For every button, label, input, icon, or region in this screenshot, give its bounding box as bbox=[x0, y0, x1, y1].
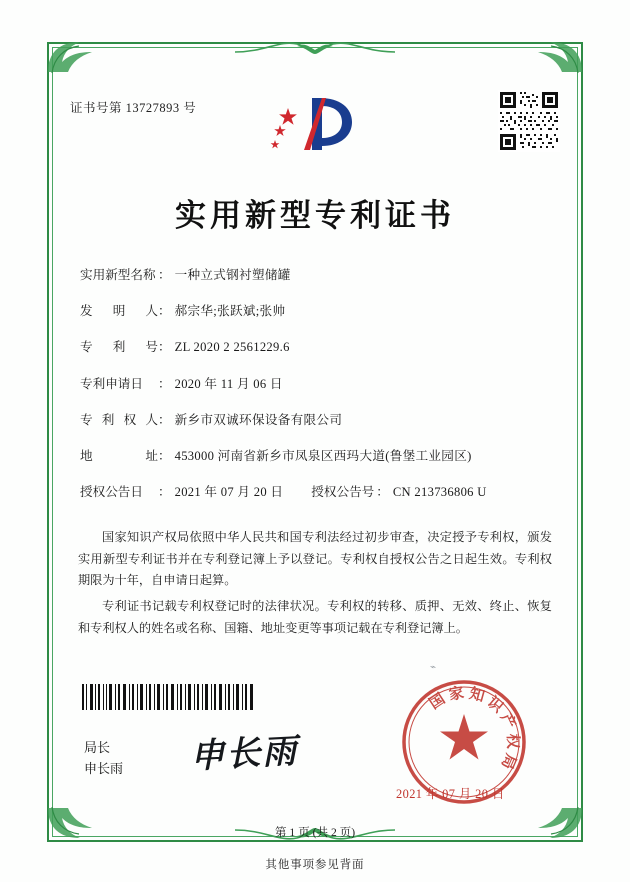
field-colon: ： bbox=[158, 268, 171, 282]
field-row-patentee bbox=[80, 413, 550, 429]
paragraph-record: 专利证书记载专利权登记时的法律状况。专利权的转移、质押、无效、终止、恢复和专利权人的姓名或名称、国籍、地址变更等事项记载在专利登记簿上。 bbox=[78, 599, 552, 635]
field-value: 新乡市双诚环保设备有限公司 bbox=[174, 412, 343, 427]
cnipa-logo-icon bbox=[260, 88, 370, 156]
field-colon: ： bbox=[158, 304, 171, 319]
legal-text-block bbox=[78, 527, 552, 644]
field-label: 地址 bbox=[80, 449, 158, 464]
signature-block bbox=[84, 737, 123, 780]
field-label: 授权公告日 bbox=[80, 485, 143, 500]
page-indicator: 第 1 页 (共 2 页) bbox=[274, 826, 356, 839]
field-colon: ： bbox=[376, 485, 389, 500]
field-colon: ： bbox=[158, 376, 171, 391]
handwritten-signature: 申长雨 bbox=[189, 733, 300, 776]
seal-date: 2021 年 07 月 20 日 bbox=[396, 787, 505, 801]
footer-note: 其他事项参见背面 bbox=[265, 859, 365, 871]
certificate-number: 证书号第 13727893 号 bbox=[70, 101, 197, 115]
field-colon: ： bbox=[158, 340, 171, 355]
field-value: 2021 年 07 月 20 日 bbox=[174, 485, 284, 500]
field-row-address bbox=[80, 449, 550, 465]
paragraph-grant: 国家知识产权局依照中华人民共和国专利法经过初步审查，决定授予专利权，颁发实用新型专利证书并在专利登记簿上予以登记。专利权自授权公告之日起生效。专利权期限为十年，自申请日起算。 bbox=[78, 530, 552, 588]
field-label: 发明人 bbox=[80, 304, 158, 319]
field-row-name bbox=[80, 268, 550, 284]
handwritten-mark: ⌁ bbox=[430, 662, 437, 673]
signature-name: 申长雨 bbox=[84, 761, 124, 777]
barcode-icon bbox=[82, 684, 254, 710]
field-list bbox=[80, 268, 550, 522]
field-row-grant bbox=[80, 485, 550, 501]
border-flourish-top-icon bbox=[235, 36, 395, 58]
field-row-patent-number bbox=[80, 340, 550, 356]
field-row-inventor bbox=[80, 304, 550, 320]
qr-code-icon bbox=[498, 90, 560, 152]
svg-text:国 家 知 识 产 权 局: 国 家 知 识 产 权 局 bbox=[426, 685, 521, 772]
field-colon: ： bbox=[158, 412, 171, 427]
field-label: 专利号 bbox=[80, 340, 158, 355]
field-label-secondary: 授权公告号 bbox=[311, 485, 375, 500]
field-value: 一种立式钢衬塑储罐 bbox=[174, 268, 291, 282]
field-value: ZL 2020 2 2561229.6 bbox=[174, 340, 290, 355]
field-value: 453000 河南省新乡市凤泉区西玛大道(鲁堡工业园区) bbox=[174, 449, 472, 464]
field-row-application-date bbox=[80, 377, 550, 393]
field-label: 专利申请日 bbox=[80, 376, 143, 391]
field-value: 郝宗华;张跃斌;张帅 bbox=[174, 304, 286, 319]
signature-role: 局长 bbox=[84, 740, 111, 755]
field-label: 专利权人 bbox=[80, 412, 158, 427]
page-title: 实用新型专利证书 bbox=[175, 198, 455, 233]
field-value-secondary: CN 213736806 U bbox=[392, 485, 487, 500]
field-label: 实用新型名称 bbox=[80, 268, 156, 282]
field-colon: ： bbox=[158, 485, 171, 500]
field-colon: ： bbox=[158, 449, 171, 464]
field-value: 2020 年 11 月 06 日 bbox=[174, 376, 283, 391]
